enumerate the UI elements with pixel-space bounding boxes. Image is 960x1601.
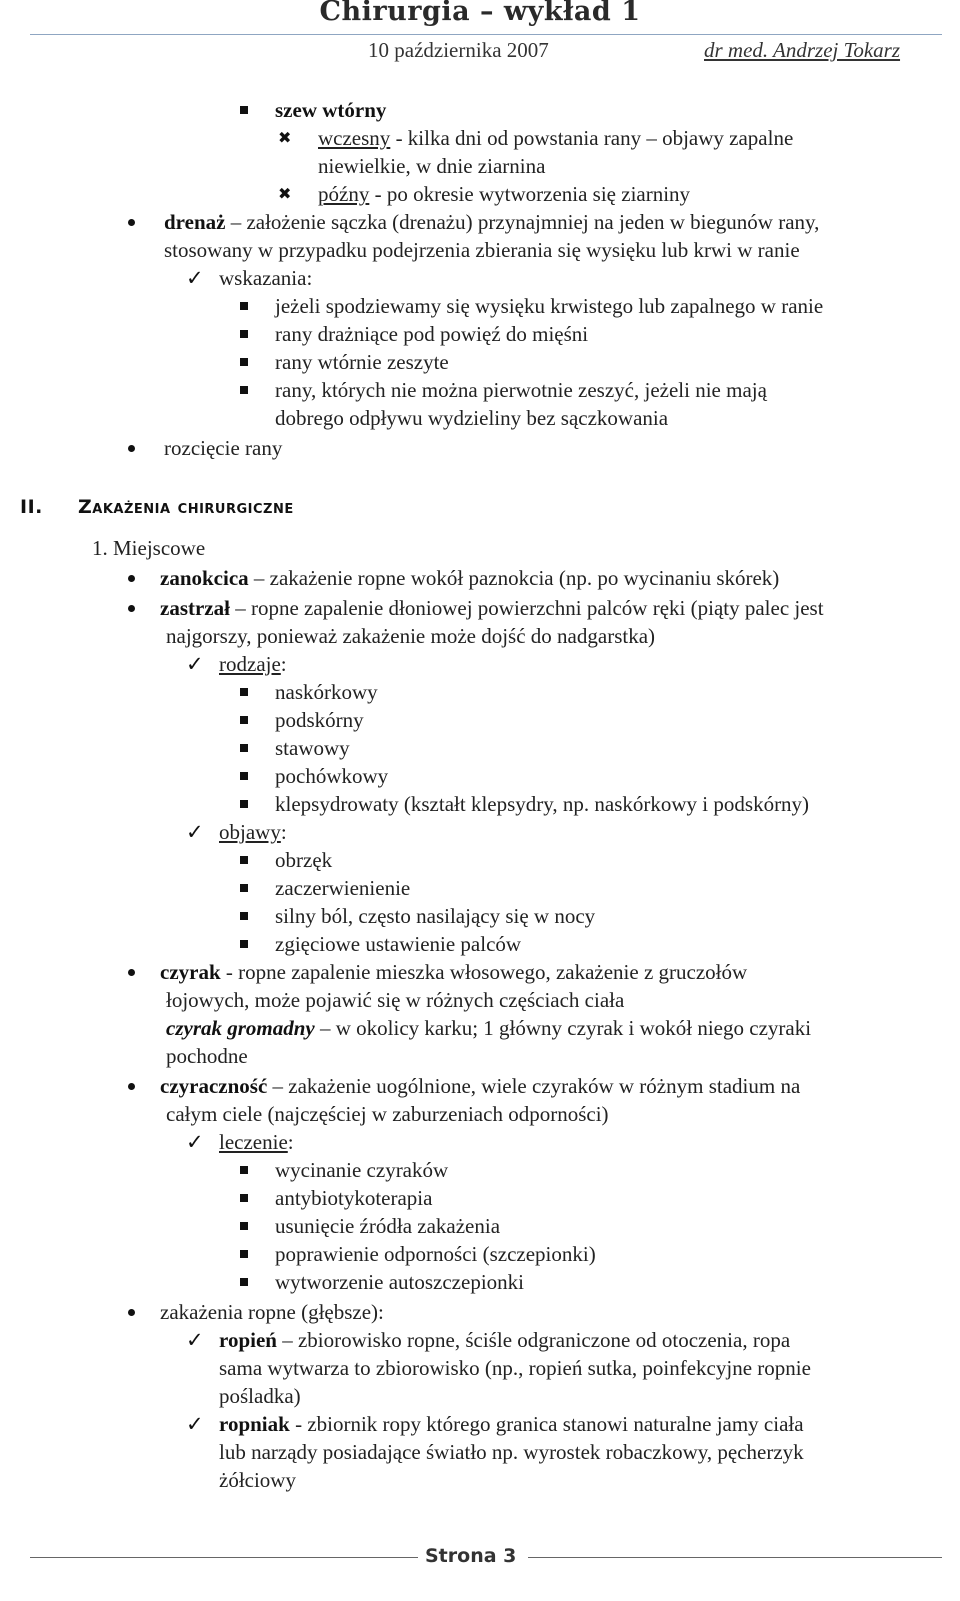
line-text: rany drażniące pod powięź do mięśni [275, 322, 589, 346]
header-date: 10 października 2007 [368, 38, 549, 62]
square-bullet-icon [240, 688, 248, 696]
text-line [219, 1412, 804, 1436]
text-line [219, 1384, 301, 1408]
line-text: 1. Miejscowe [92, 536, 206, 560]
bold-term: ropień [219, 1328, 277, 1352]
bullet-dot-icon [128, 605, 135, 612]
square-bullet-icon [240, 106, 248, 114]
checkmark-icon: ✓ [186, 1328, 204, 1352]
text-line [219, 1440, 804, 1464]
text-line [275, 98, 386, 122]
line-text: – ropne zapalenie dłoniowej powierzchni palców ręki (piąty palec jest [229, 596, 824, 620]
line-text: rany wtórnie zeszyte [275, 350, 449, 374]
text-line [275, 378, 767, 402]
line-text: pochodne [166, 1044, 248, 1068]
line-text: pośladka) [219, 1384, 301, 1408]
line-text: stawowy [275, 736, 350, 760]
square-bullet-icon [240, 856, 248, 864]
section-title: Zakażenia chirurgiczne [77, 496, 294, 518]
text-line [160, 1074, 800, 1098]
line-text: wskazania: [219, 266, 313, 290]
line-text: naskórkowy [275, 680, 378, 704]
text-line [219, 820, 287, 844]
text-line [275, 294, 823, 318]
checkmark-icon: ✓ [186, 1412, 204, 1436]
bullet-dot-icon [128, 1083, 135, 1090]
text-line [318, 182, 690, 206]
text-line [275, 904, 595, 928]
text-line [219, 1328, 790, 1352]
underlined-term: objawy [219, 820, 281, 844]
bold-term: zastrzał [160, 596, 230, 620]
text-line [160, 1300, 384, 1324]
square-bullet-icon [240, 772, 248, 780]
square-bullet-icon [240, 330, 248, 338]
footer-rule-left [30, 1557, 418, 1558]
footer-rule-right [528, 1557, 942, 1558]
line-text: : [280, 820, 287, 844]
bold-italic-term: czyrak gromadny [166, 1016, 315, 1040]
text-line [275, 1270, 524, 1294]
page-number: Strona 3 [425, 1545, 517, 1567]
line-text: pochówkowy [275, 764, 389, 788]
square-bullet-icon [240, 940, 248, 948]
text-line [275, 406, 668, 430]
line-text: – założenie sączka (drenażu) przynajmniej na jeden w biegunów rany, [225, 210, 820, 234]
section-numeral: II. [20, 496, 43, 518]
square-bullet-icon [240, 302, 248, 310]
bullet-dot-icon [128, 969, 135, 976]
line-text: antybiotykoterapia [275, 1186, 433, 1210]
bold-term: drenaż [164, 210, 226, 234]
text-line [166, 1102, 609, 1126]
underlined-term: późny [318, 182, 370, 206]
line-text: wycinanie czyraków [275, 1158, 449, 1182]
underlined-term: wczesny [318, 126, 391, 150]
square-bullet-icon [240, 358, 248, 366]
line-text: sama wytwarza to zbiorowisko (np., ropień sutka, poinfekcyjne ropnie [219, 1356, 811, 1380]
line-text: niewielkie, w dnie ziarnina [318, 154, 546, 178]
section-heading [20, 496, 294, 518]
text-line [219, 652, 287, 676]
header-rule [30, 34, 942, 35]
text-line [275, 932, 521, 956]
underlined-term: rodzaje [219, 652, 281, 676]
line-text: - kilka dni od powstania rany – objawy zapalne [390, 126, 794, 150]
line-text: żółciowy [219, 1468, 296, 1492]
checkmark-icon: ✓ [186, 1130, 204, 1154]
text-line [275, 1186, 432, 1210]
square-bullet-icon [240, 1166, 248, 1174]
line-text: : [287, 1130, 294, 1154]
text-line [275, 708, 364, 732]
text-line [160, 596, 824, 620]
line-text: łojowych, może pojawić się w różnych częściach ciała [166, 988, 625, 1012]
text-line [166, 1044, 248, 1068]
text-line [92, 536, 205, 560]
line-text: zgięciowe ustawienie palców [275, 932, 522, 956]
square-bullet-icon [240, 912, 248, 920]
bullet-dot-icon [128, 445, 135, 452]
line-text: dobrego odpływu wydzieliny bez sączkowania [275, 406, 669, 430]
text-line [275, 876, 410, 900]
text-line [164, 210, 819, 234]
text-line [275, 322, 588, 346]
text-line [318, 126, 793, 150]
line-text: : [280, 652, 287, 676]
line-text: rozcięcie rany [164, 436, 283, 460]
line-text: – zakażenie uogólnione, wiele czyraków w różnym stadium na [267, 1074, 801, 1098]
line-text: obrzęk [275, 848, 333, 872]
line-text: - po okresie wytworzenia się ziarniny [369, 182, 691, 206]
bold-term: ropniak [219, 1412, 290, 1436]
bullet-dot-icon [128, 219, 135, 226]
square-bullet-icon [240, 884, 248, 892]
line-text: podskórny [275, 708, 364, 732]
line-text: najgorszy, ponieważ zakażenie może dojść do nadgarstka) [166, 624, 656, 648]
line-text: poprawienie odporności (szczepionki) [275, 1242, 596, 1266]
line-text: jeżeli spodziewamy się wysięku krwistego lub zapalnego w ranie [275, 294, 824, 318]
text-line [275, 848, 332, 872]
line-text: - ropne zapalenie mieszka włosowego, zakażenie z gruczołów [220, 960, 748, 984]
checkmark-icon: ✓ [186, 652, 204, 676]
square-bullet-icon [240, 1278, 248, 1286]
text-line [166, 624, 655, 648]
line-text: – zbiorowisko ropne, ściśle odgraniczone od otoczenia, ropa [276, 1328, 791, 1352]
text-line [166, 988, 624, 1012]
text-line [164, 436, 282, 460]
text-line [275, 1158, 448, 1182]
square-bullet-icon [240, 800, 248, 808]
square-bullet-icon [240, 1250, 248, 1258]
square-bullet-icon [240, 1194, 248, 1202]
square-bullet-icon [240, 744, 248, 752]
line-text: – w okolicy karku; 1 główny czyrak i wokół niego czyraki [314, 1016, 812, 1040]
bold-term: czyraczność [160, 1074, 268, 1098]
text-line [275, 792, 809, 816]
line-text: - zbiornik ropy którego granica stanowi naturalne jamy ciała [289, 1412, 804, 1436]
text-line [160, 566, 779, 590]
bullet-dot-icon [128, 1309, 135, 1316]
line-text: – zakażenie ropne wokół paznokcia (np. po wycinaniu skórek) [248, 566, 780, 590]
text-line [160, 960, 747, 984]
text-line [219, 266, 312, 290]
line-text: silny ból, często nasilający się w nocy [275, 904, 596, 928]
line-text: klepsydrowaty (kształt klepsydry, np. naskórkowy i podskórny) [275, 792, 810, 816]
checkmark-icon: ✓ [186, 266, 204, 290]
line-text: zaczerwienienie [275, 876, 411, 900]
square-bullet-icon [240, 386, 248, 394]
bullet-dot-icon [128, 575, 135, 582]
line-text: lub narządy posiadające światło np. wyrostek robaczkowy, pęcherzyk [219, 1440, 804, 1464]
header-title: Chirurgia – wykład 1 [319, 0, 641, 27]
cross-mark-icon: ✖ [278, 184, 292, 203]
line-text: całym ciele (najczęściej w zaburzeniach odporności) [166, 1102, 609, 1126]
line-text: stosowany w przypadku podejrzenia zbierania się wysięku lub krwi w ranie [164, 238, 800, 262]
text-line [164, 238, 800, 262]
text-line [318, 154, 545, 178]
text-line [275, 1242, 596, 1266]
text-line [219, 1468, 296, 1492]
line-text: rany, których nie można pierwotnie zeszyć, jeżeli nie mają [275, 378, 767, 402]
bold-term: czyrak [160, 960, 221, 984]
checkmark-icon: ✓ [186, 820, 204, 844]
square-bullet-icon [240, 716, 248, 724]
text-line [275, 736, 350, 760]
text-line [275, 350, 449, 374]
cross-mark-icon: ✖ [278, 128, 292, 147]
text-line [166, 1016, 811, 1040]
line-text: zakażenia ropne (głębsze): [160, 1300, 384, 1324]
bold-term: szew wtórny [275, 98, 387, 122]
bold-term: zanokcica [160, 566, 249, 590]
header-author: dr med. Andrzej Tokarz [704, 38, 901, 62]
text-line [275, 1214, 500, 1238]
underlined-term: leczenie [219, 1130, 288, 1154]
line-text: wytworzenie autoszczepionki [275, 1270, 524, 1294]
square-bullet-icon [240, 1222, 248, 1230]
text-line [219, 1356, 811, 1380]
text-line [219, 1130, 294, 1154]
line-text: usunięcie źródła zakażenia [275, 1214, 501, 1238]
text-line [275, 680, 378, 704]
text-line [275, 764, 388, 788]
